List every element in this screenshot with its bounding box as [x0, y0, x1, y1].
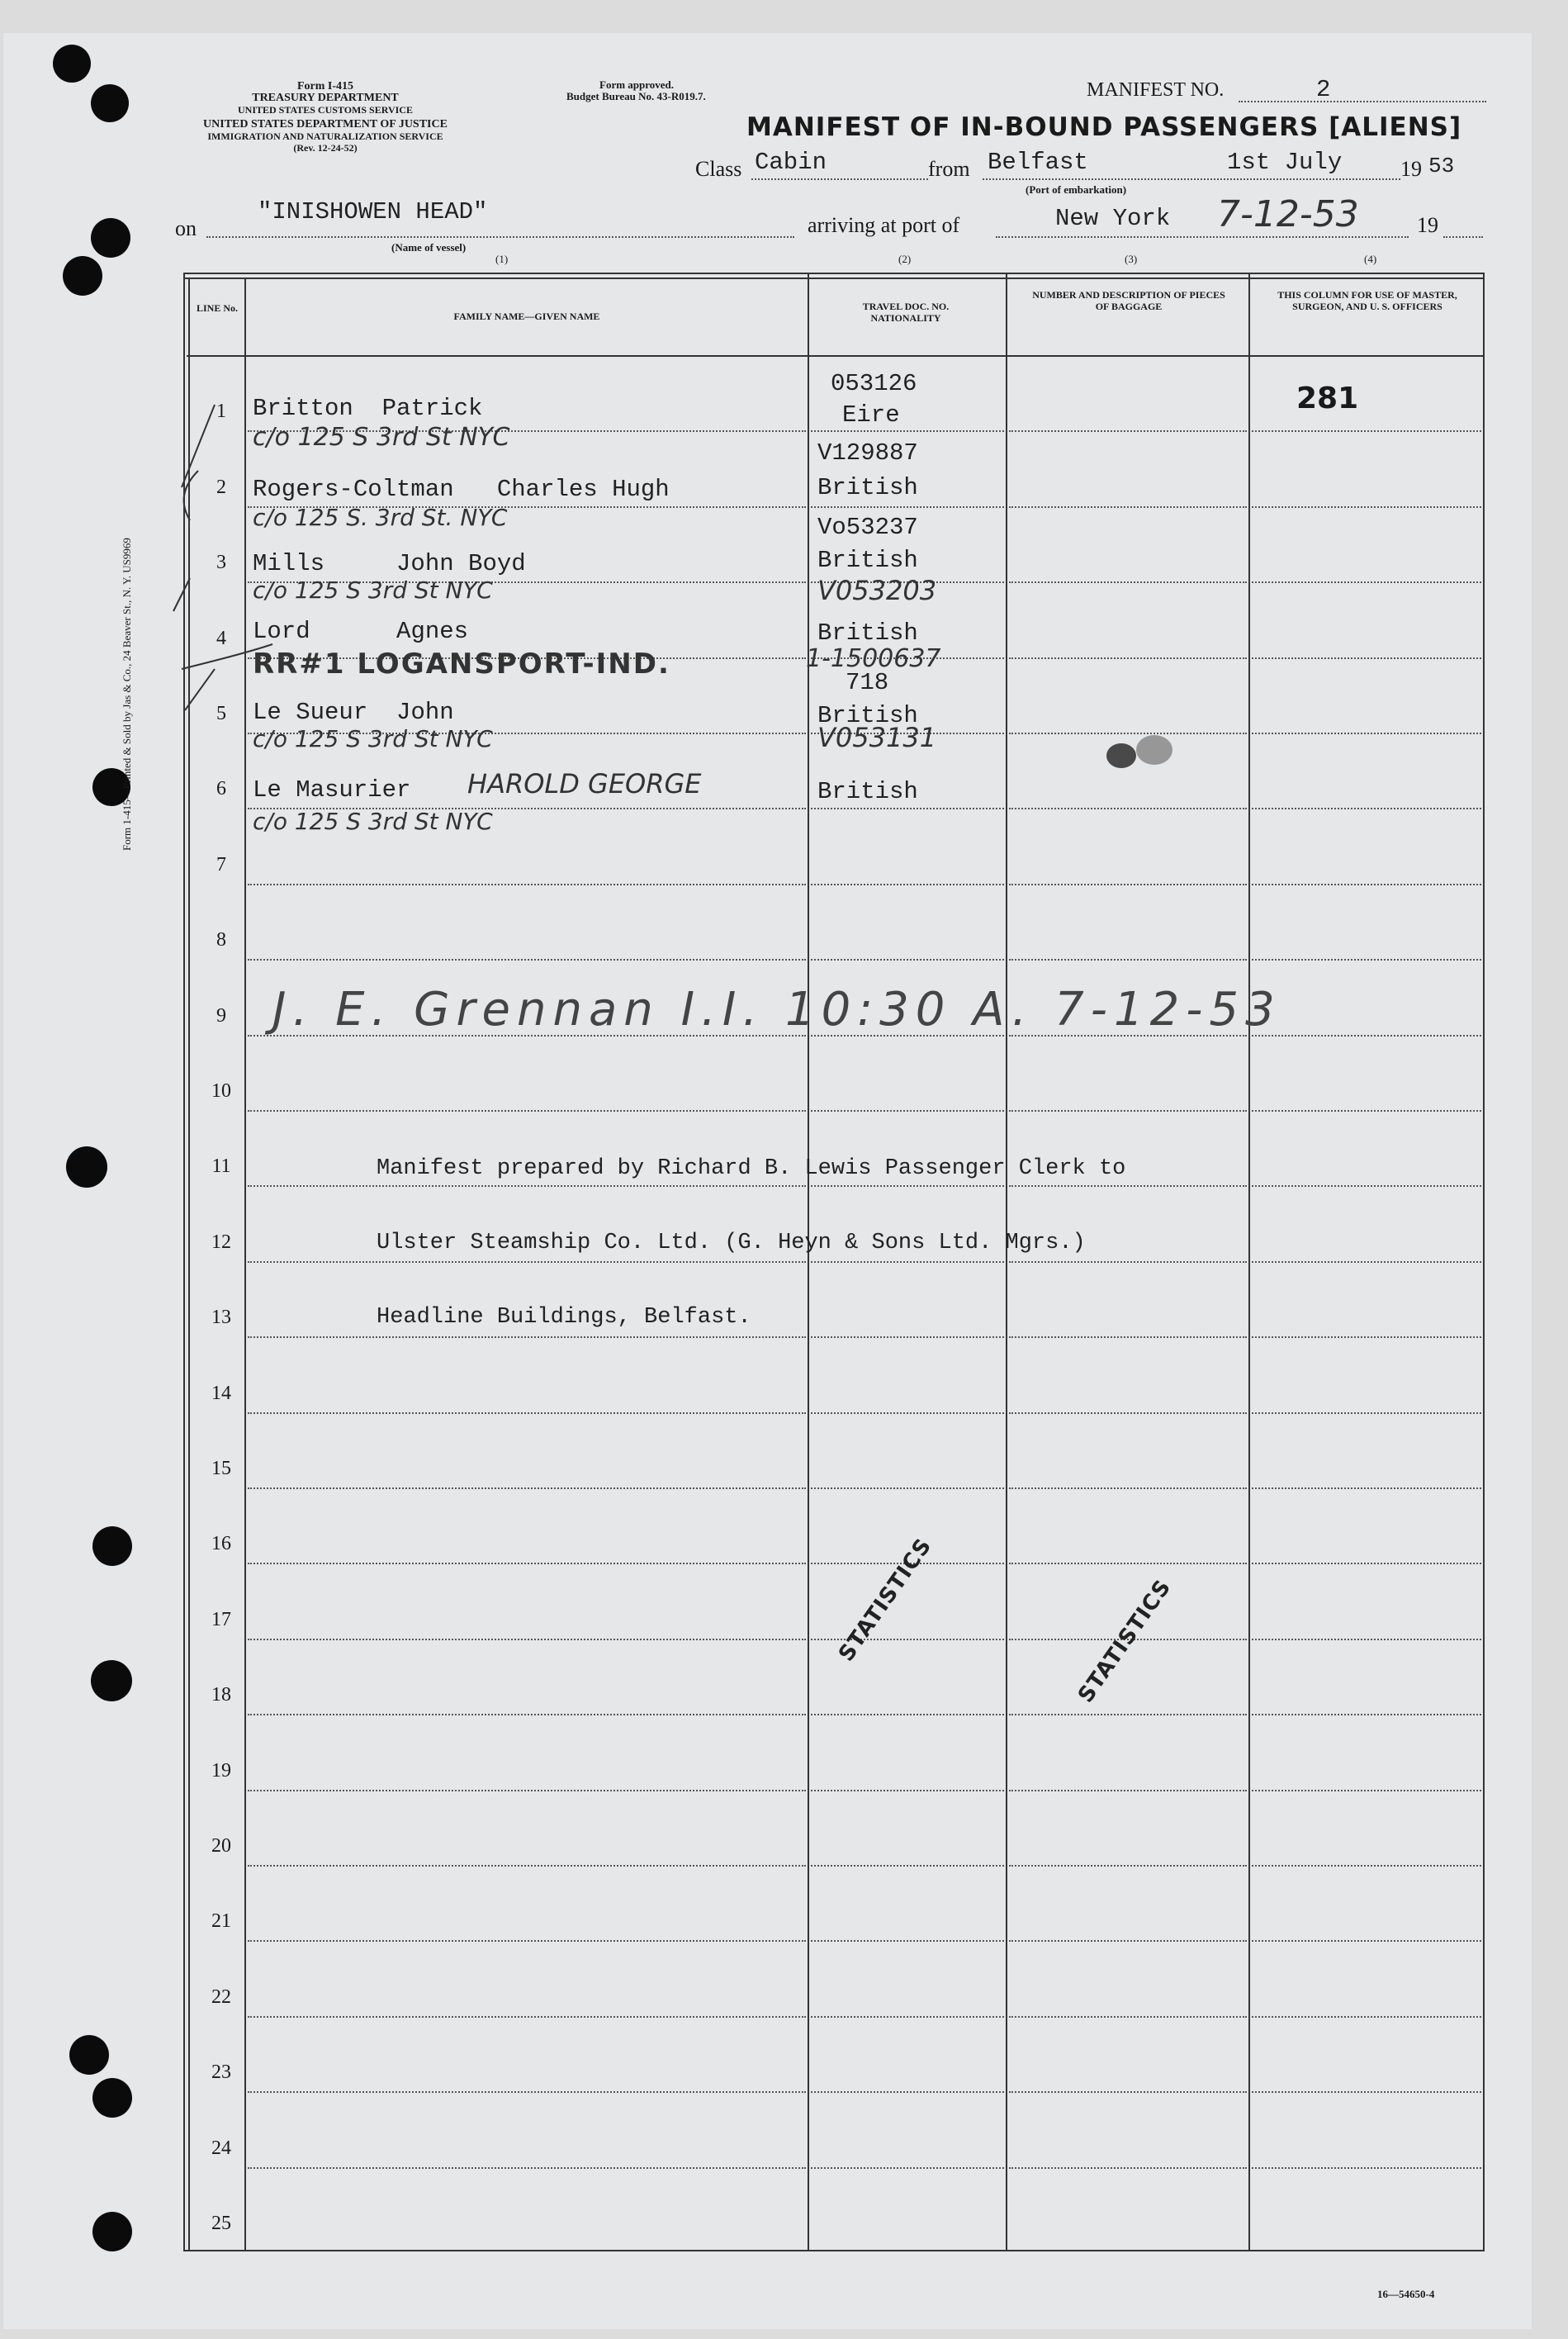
inspector-signature: J. E. Grennan I.I. 10:30 A. 7-12-53 [272, 983, 1281, 1037]
row-divider [1252, 808, 1481, 809]
line-number: 7 [216, 853, 226, 875]
row-divider [248, 2167, 806, 2169]
form-footer-number: 16—54650-4 [1377, 2288, 1435, 2300]
row-divider [811, 1185, 1004, 1187]
col-num-3: (3) [1125, 253, 1138, 265]
form-approved: Form approved. [599, 78, 675, 91]
line-number: 1 [216, 401, 226, 423]
line-number: 22 [211, 1986, 231, 2008]
customs-service: UNITED STATES CUSTOMS SERVICE [238, 104, 413, 116]
row-divider [248, 1563, 806, 1564]
line-number: 20 [211, 1835, 231, 1857]
on-label: on [175, 216, 197, 240]
line-number: 14 [211, 1382, 231, 1404]
col-header-officers: THIS COLUMN FOR USE OF MASTER, SURGEON, AND U. S. OFFICERS [1277, 289, 1457, 312]
passenger-4-address: RR#1 LOGANSPORT-IND. [253, 648, 670, 681]
passenger-6-nationality: British [817, 778, 918, 805]
row-divider [248, 1261, 806, 1263]
row-divider [811, 1110, 1004, 1112]
punch-hole [53, 45, 91, 83]
passenger-3-nationality: British [817, 547, 918, 574]
vessel-name: "INISHOWEN HEAD" [258, 198, 488, 225]
row-divider [1009, 808, 1247, 809]
row-divider [248, 1940, 806, 1942]
col-header-name: FAMILY NAME—GIVEN NAME [453, 311, 600, 322]
line-number: 13 [211, 1307, 231, 1329]
row-divider [811, 1261, 1004, 1263]
row-divider [1252, 506, 1481, 508]
punch-hole [63, 256, 102, 296]
passenger-6-address: c/o 125 S 3rd St NYC [253, 808, 493, 835]
line-number: 15 [211, 1458, 231, 1479]
arriving-label: arriving at port of [808, 213, 960, 237]
passenger-2-name: Rogers-Coltman Charles Hugh [253, 476, 670, 503]
row-divider [1252, 1110, 1481, 1112]
row-divider [1252, 1336, 1481, 1338]
row-divider [248, 1790, 806, 1791]
col-num-2: (2) [898, 253, 912, 265]
margin-tick-marks [165, 396, 281, 727]
row-divider [811, 1336, 1004, 1338]
row-divider [1009, 1487, 1247, 1489]
punch-hole [92, 2212, 132, 2251]
row-divider [1009, 2016, 1247, 2018]
row-divider [248, 2016, 806, 2018]
row-divider [811, 1639, 1004, 1640]
passenger-5-name: Le Sueur John [253, 699, 454, 726]
row-divider [248, 1487, 806, 1489]
row-divider [1252, 959, 1481, 961]
line-number: 16 [211, 1533, 231, 1555]
row-divider [1252, 1412, 1481, 1414]
row-divider [248, 1639, 806, 1640]
line-number: 3 [216, 552, 226, 574]
row-divider [1252, 1714, 1481, 1715]
row-divider [1009, 884, 1247, 885]
passenger-1-name: Britton Patrick [253, 395, 483, 422]
justice-department: UNITED STATES DEPARTMENT OF JUSTICE [203, 118, 448, 130]
line-number: 5 [216, 703, 226, 724]
punch-hole [66, 1146, 107, 1188]
from-label: from [928, 157, 970, 181]
row-divider [811, 1790, 1004, 1791]
row-divider [811, 506, 1004, 508]
treasury-department: TREASURY DEPARTMENT [252, 92, 399, 104]
passenger-2-doc: V129887 [817, 439, 918, 467]
row-divider [1009, 1110, 1247, 1112]
form-number: Form I-415 [296, 80, 354, 93]
passenger-3-address: c/o 125 S 3rd St NYC [253, 576, 493, 604]
row-divider [811, 1940, 1004, 1942]
row-divider [811, 1412, 1004, 1414]
line-number: 11 [211, 1155, 231, 1178]
col-header-travel: TRAVEL DOC. NO. NATIONALITY [862, 301, 950, 324]
manifest-title: MANIFEST OF IN-BOUND PASSENGERS [ALIENS] [746, 112, 1462, 142]
passenger-1-doc: 053126 [831, 370, 917, 397]
row-divider [1009, 1563, 1247, 1564]
punch-hole [91, 84, 129, 122]
year2-label: 19 [1417, 213, 1438, 237]
row-divider [1009, 733, 1247, 734]
row-divider [1252, 1185, 1481, 1187]
punch-hole [69, 2035, 109, 2075]
note-line-13: Headline Buildings, Belfast. [377, 1305, 751, 1330]
row-divider [248, 1865, 806, 1867]
row-divider [1009, 1412, 1247, 1414]
line-number: 12 [211, 1231, 231, 1253]
passenger-1-officer-mark: 281 [1296, 382, 1359, 415]
line-number: 9 [216, 1004, 226, 1027]
row-divider [1009, 959, 1247, 961]
line-number: 6 [216, 778, 226, 800]
arrival-port: New York [1055, 205, 1171, 232]
row-divider [1009, 1336, 1247, 1338]
row-divider [1252, 884, 1481, 885]
row-divider [1009, 430, 1247, 432]
row-divider [1009, 2091, 1247, 2093]
row-divider [1009, 1261, 1247, 1263]
passenger-4-doc-extra: 1-1500637 [806, 644, 941, 673]
row-divider [248, 1412, 806, 1414]
row-divider [811, 1487, 1004, 1489]
line-number: 2 [216, 476, 226, 498]
line-number: 18 [211, 1684, 231, 1706]
punch-hole [92, 2078, 132, 2118]
passenger-4-name: Lord Agnes [253, 618, 469, 645]
printer-side-text: Form 1-415—Printed & Sold by Jas & Co., 24 Beaver St., N. Y. US9969 [121, 538, 133, 851]
line-number: 4 [216, 627, 226, 649]
punch-hole [91, 1660, 132, 1701]
row-divider [1252, 1487, 1481, 1489]
col-header-line-no: LINE No. [196, 302, 238, 314]
note-line-12: Ulster Steamship Co. Ltd. (G. Heyn & Sons Ltd. Mgrs.) [377, 1231, 1086, 1255]
row-divider [248, 1185, 806, 1187]
col-num-1: (1) [495, 253, 509, 265]
manifest-page [3, 33, 1532, 2329]
row-divider [1009, 581, 1247, 583]
row-divider [1009, 1790, 1247, 1791]
budget-bureau: Budget Bureau No. 43-R019.7. [566, 90, 706, 102]
row-divider [1009, 1865, 1247, 1867]
row-divider [1252, 1639, 1481, 1640]
line-number: 17 [211, 1608, 231, 1630]
form-header-left [168, 81, 482, 154]
passenger-6-family: Le Masurier [253, 776, 411, 804]
row-divider [811, 430, 1004, 432]
manifest-number-label: MANIFEST NO. [1087, 79, 1225, 101]
row-divider [811, 1865, 1004, 1867]
embarkation-port: Belfast [988, 149, 1088, 176]
row-divider [1252, 1940, 1481, 1942]
row-divider [248, 1336, 806, 1338]
row-divider [1009, 657, 1247, 659]
punch-hole [92, 1526, 132, 1566]
line-number: 10 [211, 1080, 231, 1102]
row-divider [1009, 506, 1247, 508]
ink-smudge [1136, 735, 1172, 765]
row-divider [1252, 1261, 1481, 1263]
statistics-stamp: STATISTICS [834, 1534, 937, 1667]
passenger-4-nationality: British [817, 619, 918, 647]
passenger-3-name: Mills John Boyd [253, 550, 526, 577]
row-divider [1009, 1714, 1247, 1715]
line-number: 23 [211, 2061, 231, 2084]
form-revision: (Rev. 12-24-52) [293, 142, 358, 154]
row-divider [811, 959, 1004, 961]
port-caption: (Port of embarkation) [1026, 183, 1127, 196]
vessel-caption: (Name of vessel) [391, 241, 467, 254]
row-divider [811, 2091, 1004, 2093]
row-divider [811, 808, 1004, 809]
passenger-2-nationality: British [817, 474, 918, 501]
class-value: Cabin [755, 149, 827, 176]
row-divider [248, 959, 806, 961]
row-divider [1252, 2167, 1481, 2169]
row-divider [811, 1714, 1004, 1715]
line-number: 19 [211, 1759, 231, 1782]
row-divider [248, 1110, 806, 1112]
col-header-baggage: NUMBER AND DESCRIPTION OF PIECES OF BAGGAGE [1032, 289, 1225, 312]
row-divider [248, 884, 806, 885]
embarkation-date: 1st July [1227, 149, 1343, 176]
passenger-4-doc: V053203 [817, 575, 937, 606]
passenger-5-address: c/o 125 S 3rd St NYC [253, 725, 493, 752]
row-divider [248, 2091, 806, 2093]
ink-smudge [1106, 743, 1136, 768]
passenger-6-given: HAROLD GEORGE [467, 768, 702, 799]
row-divider [1252, 733, 1481, 734]
row-divider [1252, 1790, 1481, 1791]
passenger-5-doc: 718 [846, 669, 889, 696]
col-num-4: (4) [1364, 253, 1377, 265]
row-divider [1009, 1940, 1247, 1942]
row-divider [1252, 1035, 1481, 1037]
row-divider [1252, 2091, 1481, 2093]
punch-hole [91, 218, 130, 258]
row-divider [1252, 2016, 1481, 2018]
statistics-stamp: STATISTICS [1073, 1575, 1177, 1708]
note-line-11: Manifest prepared by Richard B. Lewis Passenger Clerk to [377, 1156, 1126, 1181]
row-divider [811, 884, 1004, 885]
passenger-6-doc: V053131 [817, 722, 937, 753]
row-divider [1252, 1563, 1481, 1564]
year-value: 53 [1428, 154, 1455, 178]
line-number: 21 [211, 1910, 231, 1933]
row-divider [1009, 2167, 1247, 2169]
row-divider [811, 2016, 1004, 2018]
row-divider [1252, 657, 1481, 659]
passenger-2-address: c/o 125 S. 3rd St. NYC [253, 504, 508, 531]
year-label: 19 [1400, 157, 1422, 181]
passenger-1-address: c/o 125 S 3rd St NYC [253, 423, 510, 452]
line-number: 24 [211, 2137, 231, 2159]
row-divider [1252, 430, 1481, 432]
approval-block [566, 79, 706, 102]
row-divider [1252, 1865, 1481, 1867]
line-number: 25 [211, 2213, 231, 2234]
row-divider [1009, 1185, 1247, 1187]
class-label: Class [695, 157, 742, 181]
ins-service: IMMIGRATION AND NATURALIZATION SERVICE [207, 130, 443, 142]
line-number: 8 [216, 929, 226, 951]
passenger-1-nationality: Eire [842, 401, 900, 429]
passenger-5-nationality: British [817, 702, 918, 729]
manifest-number: 2 [1316, 76, 1331, 103]
row-divider [1252, 581, 1481, 583]
row-divider [811, 2167, 1004, 2169]
row-divider [248, 1714, 806, 1715]
passenger-3-doc: Vo53237 [817, 514, 918, 541]
arrival-date-handwritten: 7-12-53 [1217, 193, 1359, 235]
